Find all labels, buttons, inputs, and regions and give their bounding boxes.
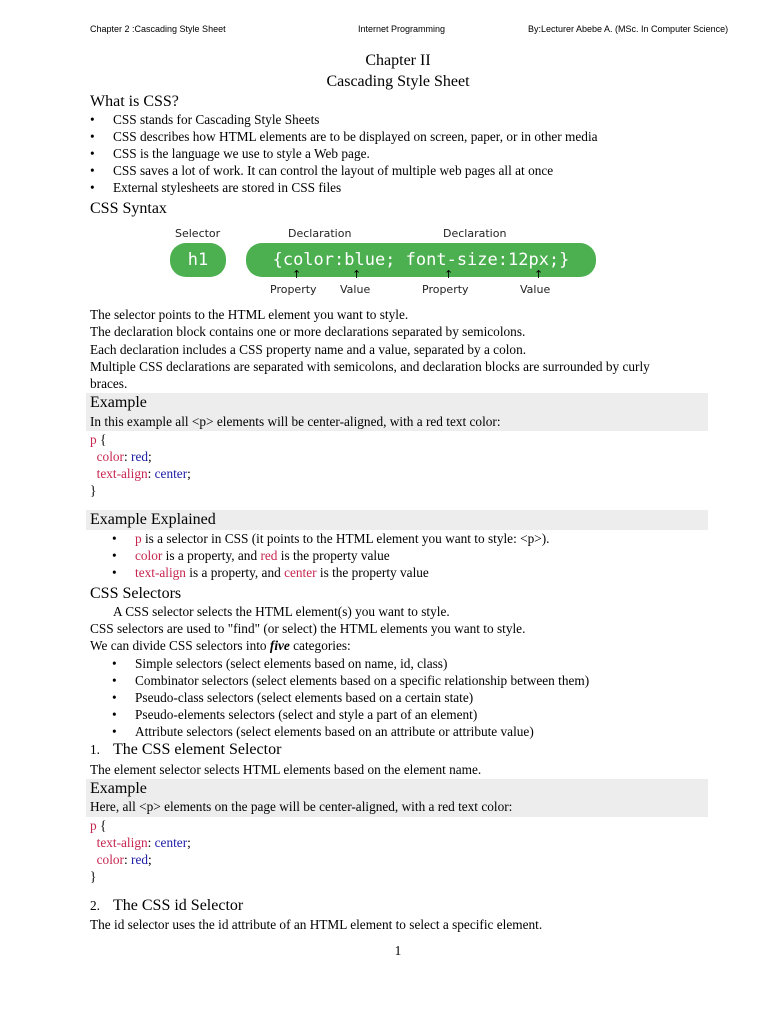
list-item: • Pseudo-class selectors (select elements based on a certain state): [112, 689, 589, 706]
selector-pill: h1: [170, 243, 226, 277]
code-brace: }: [90, 483, 97, 498]
list-item: • CSS describes how HTML elements are to be displayed on screen, paper, or in other media: [90, 128, 598, 145]
code-brace: {: [99, 432, 107, 447]
code-value: center: [154, 466, 188, 481]
code-selector: p: [90, 818, 97, 833]
what-is-css-list: [90, 111, 598, 196]
code-brace: }: [90, 869, 97, 884]
list-item: • CSS stands for Cascading Style Sheets: [90, 111, 598, 128]
example-heading: Example: [90, 780, 147, 797]
example-intro: Here, all <p> elements on the page will be center-aligned, with a red text color:: [90, 799, 513, 814]
list-item: • Pseudo-elements selectors (select and style a part of an element): [112, 706, 589, 723]
example-explained-list: [112, 530, 549, 581]
section-number: 2.: [90, 898, 100, 913]
element-selector-heading: [90, 741, 281, 759]
list-item: [112, 530, 549, 547]
list-item-text: is the property value: [319, 565, 429, 580]
code-selector: p: [90, 432, 97, 447]
diagram-selector-label: Selector: [175, 227, 221, 240]
selectors-text: We can divide CSS selectors into: [90, 638, 267, 653]
syntax-paragraph: The selector points to the HTML element you want to style.: [90, 307, 409, 322]
list-item-text: is a selector in CSS (it points to the HTML element you want to style: <p>).: [144, 531, 550, 546]
code-value: red: [260, 548, 278, 563]
list-item: • CSS saves a lot of work. It can control the layout of multiple web pages all at once: [90, 162, 598, 179]
list-item: • Attribute selectors (select elements based on an attribute or attribute value): [112, 723, 589, 740]
list-item: [112, 547, 549, 564]
list-item: • Combinator selectors (select elements based on a specific relationship between them): [112, 672, 589, 689]
up-arrow-icon: ↑: [444, 268, 454, 281]
syntax-paragraph: Multiple CSS declarations are separated with semicolons, and declaration blocks are surrounded by curly: [90, 359, 650, 374]
list-item: [112, 564, 549, 581]
css-syntax-heading: CSS Syntax: [90, 200, 167, 217]
list-item-text: is a property, and: [189, 565, 281, 580]
css-selectors-heading: CSS Selectors: [90, 585, 182, 602]
header-center: Internet Programming: [358, 24, 446, 34]
code-property: text-align: [135, 565, 186, 580]
syntax-paragraph: braces.: [90, 376, 128, 391]
syntax-paragraph: The declaration block contains one or more declarations separated by semicolons.: [90, 324, 526, 339]
syntax-paragraph: Each declaration includes a CSS property name and a value, separated by a colon.: [90, 342, 527, 357]
code-value: red: [131, 449, 148, 464]
header-right: By:Lecturer Abebe A. (MSc. In Computer Science): [528, 24, 729, 34]
section-number: 1.: [90, 742, 100, 757]
code-property: text-align: [96, 466, 148, 481]
diagram-declaration-label: Declaration: [443, 227, 507, 240]
declaration-pill: {color:blue; font-size:12px;}: [246, 243, 596, 277]
list-item-text: is the property value: [280, 548, 390, 563]
code-selector: p: [135, 531, 142, 546]
up-arrow-icon: ↑: [292, 268, 302, 281]
list-item: • Simple selectors (select elements based on name, id, class): [112, 655, 589, 672]
chapter-subtitle: Cascading Style Sheet: [326, 73, 470, 90]
code-block: p { color: red; text-align: center; }: [90, 432, 191, 498]
section-title: The CSS id Selector: [113, 897, 244, 914]
list-item: • CSS is the language we use to style a Web page.: [90, 145, 598, 162]
selectors-paragraph: [90, 638, 351, 654]
code-property: color: [135, 548, 163, 563]
chapter-title: Chapter II: [365, 52, 431, 69]
selectors-paragraph: CSS selectors are used to "find" (or select) the HTML elements you want to style.: [90, 621, 526, 636]
page-number: 1: [394, 943, 402, 958]
section-title: The CSS element Selector: [113, 741, 282, 758]
selector-categories-list: [112, 655, 589, 740]
code-property: color: [96, 852, 124, 867]
diagram-property-label: Property: [270, 283, 317, 296]
up-arrow-icon: ↑: [534, 268, 544, 281]
code-property: color: [96, 449, 124, 464]
diagram-value-label: Value: [340, 283, 371, 296]
code-block: p { text-align: center; color: red; }: [90, 818, 191, 884]
diagram-declaration-label: Declaration: [288, 227, 352, 240]
example-explained-heading: Example Explained: [90, 511, 216, 528]
code-value: red: [131, 852, 148, 867]
selectors-text: categories:: [293, 638, 351, 653]
up-arrow-icon: ↑: [352, 268, 362, 281]
selectors-paragraph: A CSS selector selects the HTML element(s) you want to style.: [113, 604, 450, 619]
code-value: center: [154, 835, 188, 850]
css-syntax-diagram: [170, 227, 610, 299]
id-selector-desc: The id selector uses the id attribute of an HTML element to select a specific element.: [90, 917, 543, 932]
example-intro: In this example all <p> elements will be center-aligned, with a red text color:: [90, 414, 501, 429]
diagram-property-label: Property: [422, 283, 469, 296]
example-heading: Example: [90, 394, 147, 411]
list-item-text: is a property, and: [165, 548, 258, 563]
code-value: center: [284, 565, 317, 580]
element-selector-desc: The element selector selects HTML elements based on the element name.: [90, 762, 482, 777]
what-is-css-heading: What is CSS?: [90, 93, 179, 110]
code-property: text-align: [96, 835, 148, 850]
list-item: • External stylesheets are stored in CSS files: [90, 179, 598, 196]
diagram-value-label: Value: [520, 283, 551, 296]
header-left: Chapter 2 :Cascading Style Sheet: [90, 24, 226, 34]
id-selector-heading: [90, 897, 243, 915]
selectors-emphasis: five: [269, 638, 290, 653]
code-brace: {: [99, 818, 107, 833]
